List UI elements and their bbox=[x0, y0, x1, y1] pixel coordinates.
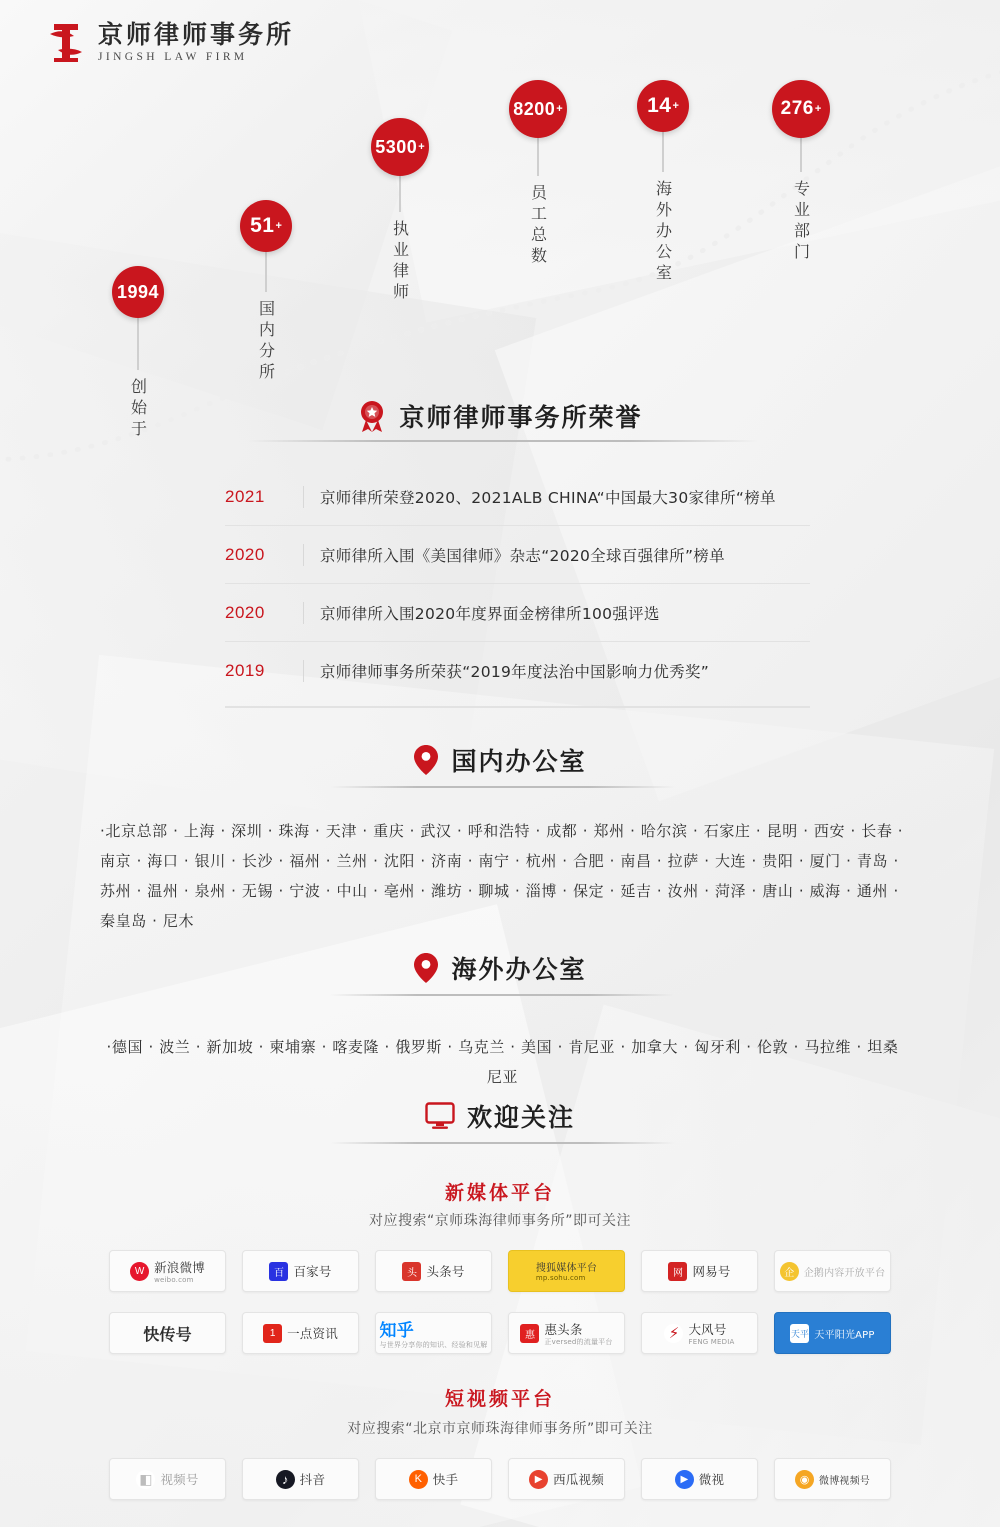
platform-label: 知乎 与世界分享你的知识、经验和见解 bbox=[379, 1321, 488, 1350]
stat-sup: + bbox=[275, 220, 282, 232]
honors-bottom-divider bbox=[225, 706, 810, 708]
stat-value: 51 bbox=[250, 214, 275, 237]
follow-section-header bbox=[0, 1098, 1000, 1134]
monitor-screen-icon bbox=[425, 1102, 455, 1130]
weibo-icon: W bbox=[130, 1262, 149, 1281]
stat-sup: + bbox=[418, 141, 425, 153]
weibo-video-icon: ◉ bbox=[795, 1470, 814, 1489]
overseas-offices-header bbox=[0, 950, 1000, 986]
stat-label: 创始于 bbox=[128, 378, 148, 441]
huitoutiao-icon: 惠 bbox=[520, 1324, 539, 1343]
honors-title: 京师律师事务所荣誉 bbox=[399, 403, 643, 432]
stat-label: 员工总数 bbox=[528, 184, 548, 268]
netease-icon: 网 bbox=[668, 1262, 687, 1281]
platform-tile-baijiahao[interactable] bbox=[242, 1250, 359, 1292]
platform-label: 快传号 bbox=[143, 1324, 192, 1344]
honor-year: 2020 bbox=[225, 544, 265, 564]
short-video-subtitle: 对应搜索“北京市京师珠海律师事务所”即可关注 bbox=[347, 1421, 653, 1437]
platform-tile-xigua-video[interactable] bbox=[508, 1458, 625, 1500]
platform-label: 视频号 bbox=[160, 1472, 199, 1487]
honors-table bbox=[225, 468, 810, 700]
honor-year: 2019 bbox=[225, 661, 265, 680]
platform-tile-huitoutiao[interactable] bbox=[508, 1312, 625, 1354]
platform-label: 企鹅内容开放平台 bbox=[803, 1267, 886, 1279]
stat-pin-employees bbox=[509, 80, 567, 268]
new-media-title: 新媒体平台 bbox=[444, 1182, 555, 1204]
platform-label: 一点资讯 bbox=[287, 1326, 338, 1341]
platform-label: 百家号 bbox=[293, 1264, 332, 1279]
location-pin-icon bbox=[413, 744, 439, 776]
map-pin-marker-icon bbox=[509, 80, 567, 138]
honor-year: 2021 bbox=[225, 486, 265, 506]
stat-value: 276 bbox=[780, 98, 814, 119]
platform-label: 天平阳光APP bbox=[814, 1329, 875, 1341]
stat-pin-overseas-offices bbox=[637, 80, 689, 285]
platform-tile-kuaishou[interactable] bbox=[375, 1458, 492, 1500]
stat-label: 专业部门 bbox=[791, 180, 811, 264]
table-row bbox=[225, 642, 810, 700]
platform-tile-dafenghao[interactable] bbox=[641, 1312, 758, 1354]
table-row bbox=[225, 468, 810, 526]
platform-tile-yidian[interactable] bbox=[242, 1312, 359, 1354]
domestic-offices-list: ·北京总部 · 上海 · 深圳 · 珠海 · 天津 · 重庆 · 武汉 · 呼和浩特 · 成都 · 郑州 · 哈尔滨 · 石家庄 · 昆明 · 西安 · 长春 · 南京 · 海口 · 银川 · 长沙 · 福州 · 兰州 · 沈阳 · 济南 · 南宁 · 杭州 · 合肥 · 南昌 · 拉萨 · 大连 · 贵阳 · 厦门 · 青岛 · 苏州 · 温州 · 泉州 · 无锡 · 宁波 · 中山 · 亳州 · 潍坊 · 聊城 · 淄博 · 保定 · 延吉 · 汝州 · 菏泽 · 唐山 · 威海 · 通州 · 秦皇岛 · 尼木 bbox=[100, 822, 904, 930]
wechat-channels-icon: ◧ bbox=[136, 1470, 155, 1489]
stat-label: 执业律师 bbox=[390, 220, 410, 304]
platform-tile-sohu[interactable] bbox=[508, 1250, 625, 1292]
platform-label: 抖音 bbox=[299, 1472, 326, 1487]
domestic-offices-header bbox=[0, 742, 1000, 778]
stat-value: 5300 bbox=[375, 136, 418, 157]
platform-label: 快手 bbox=[432, 1472, 459, 1487]
platform-tile-weishi[interactable] bbox=[641, 1458, 758, 1500]
stat-sup: + bbox=[672, 100, 679, 112]
short-video-row-1 bbox=[0, 1458, 1000, 1500]
stat-value: 8200 bbox=[513, 98, 556, 119]
honors-section-header bbox=[0, 398, 1000, 434]
platform-label: 网易号 bbox=[692, 1264, 731, 1279]
stat-value: 1994 bbox=[116, 281, 160, 302]
platform-label: 头条号 bbox=[426, 1264, 465, 1279]
brand-name-en: JINGSH LAW FIRM bbox=[98, 51, 248, 64]
domestic-offices-title: 国内办公室 bbox=[451, 747, 587, 776]
overseas-offices-list: ·德国 · 波兰 · 新加坡 · 柬埔寨 · 喀麦隆 · 俄罗斯 · 乌克兰 · 美国 · 肯尼亚 · 加拿大 · 匈牙利 · 伦敦 · 马拉维 · 坦桑尼亚 bbox=[106, 1038, 899, 1086]
follow-divider bbox=[330, 1142, 675, 1144]
award-ribbon-icon bbox=[357, 400, 387, 432]
weishi-icon: ▶ bbox=[675, 1470, 694, 1489]
platform-tile-douyin[interactable] bbox=[242, 1458, 359, 1500]
platform-label: 微视 bbox=[698, 1472, 725, 1487]
location-pin-icon bbox=[413, 952, 439, 984]
penguin-icon: 企 bbox=[780, 1262, 799, 1281]
platform-tile-netease[interactable] bbox=[641, 1250, 758, 1292]
short-video-title: 短视频平台 bbox=[444, 1388, 555, 1410]
stat-pin-domestic-branches bbox=[240, 200, 292, 384]
platform-tile-weibo[interactable] bbox=[109, 1250, 226, 1292]
map-pin-marker-icon bbox=[240, 200, 292, 252]
platform-label: 微博视频号 bbox=[819, 1475, 870, 1487]
platform-tile-toutiao[interactable] bbox=[375, 1250, 492, 1292]
honors-divider bbox=[248, 440, 758, 442]
map-pin-marker-icon bbox=[371, 118, 429, 176]
dafenghao-icon: ⚡ bbox=[664, 1324, 683, 1343]
douyin-icon: ♪ bbox=[276, 1470, 295, 1489]
xigua-video-icon: ▶ bbox=[529, 1470, 548, 1489]
stat-label: 国内分所 bbox=[256, 300, 276, 384]
stat-label: 海外办公室 bbox=[653, 180, 673, 285]
new-media-row-2 bbox=[0, 1312, 1000, 1354]
new-media-row-1 bbox=[0, 1250, 1000, 1292]
platform-label: 惠头条 正versed的流量平台 bbox=[544, 1321, 613, 1346]
table-row bbox=[225, 584, 810, 642]
honor-text: 京师律所荣登2020、2021ALB CHINA“中国最大30家律所“榜单 bbox=[320, 488, 776, 507]
stat-pin-departments bbox=[772, 80, 830, 264]
platform-tile-zhihu[interactable] bbox=[375, 1312, 492, 1354]
tianping-icon: 天平 bbox=[790, 1324, 809, 1343]
map-pin-marker-icon bbox=[772, 80, 830, 138]
table-row bbox=[225, 526, 810, 584]
overseas-offices-title: 海外办公室 bbox=[451, 955, 587, 984]
platform-label: 新浪微博 weibo.com bbox=[154, 1259, 205, 1284]
kuaishou-icon: K bbox=[409, 1470, 428, 1489]
brand-name-cn: 京师律师事务所 bbox=[98, 20, 295, 50]
platform-label: 西瓜视频 bbox=[553, 1472, 604, 1487]
platform-tile-weibo-video[interactable] bbox=[774, 1458, 891, 1500]
platform-tile-wechat-channels[interactable] bbox=[109, 1458, 226, 1500]
platform-label: 大风号 FENG MEDIA bbox=[688, 1321, 735, 1346]
platform-tile-tianping[interactable] bbox=[774, 1312, 891, 1354]
platform-tile-penguin[interactable] bbox=[774, 1250, 891, 1292]
honor-year: 2020 bbox=[225, 602, 265, 622]
stat-pin-lawyers bbox=[371, 118, 429, 304]
baijiahao-icon: 百 bbox=[269, 1262, 288, 1281]
domestic-offices-divider bbox=[330, 786, 675, 788]
stat-value: 14 bbox=[647, 94, 672, 117]
honor-text: 京师律师事务所荣获“2019年度法治中国影响力优秀奖” bbox=[320, 663, 710, 681]
overseas-offices-divider bbox=[330, 994, 675, 996]
honor-text: 京师律所入围2020年度界面金榜律所100强评选 bbox=[320, 604, 660, 623]
map-pin-marker-icon bbox=[112, 266, 164, 318]
stat-sup: + bbox=[814, 103, 822, 115]
toutiao-icon: 头 bbox=[402, 1262, 421, 1281]
map-pin-marker-icon bbox=[637, 80, 689, 132]
platform-label: 搜狐媒体平台 mp.sohu.com bbox=[535, 1263, 598, 1283]
new-media-subtitle: 对应搜索“京师珠海律师事务所”即可关注 bbox=[368, 1213, 631, 1229]
honor-text: 京师律所入围《美国律师》杂志“2020全球百强律所”榜单 bbox=[320, 546, 725, 565]
stat-sup: + bbox=[556, 103, 563, 115]
yidian-icon: 1 bbox=[263, 1324, 282, 1343]
platform-tile-kuaichuanhao[interactable] bbox=[109, 1312, 226, 1354]
follow-title: 欢迎关注 bbox=[466, 1103, 575, 1132]
